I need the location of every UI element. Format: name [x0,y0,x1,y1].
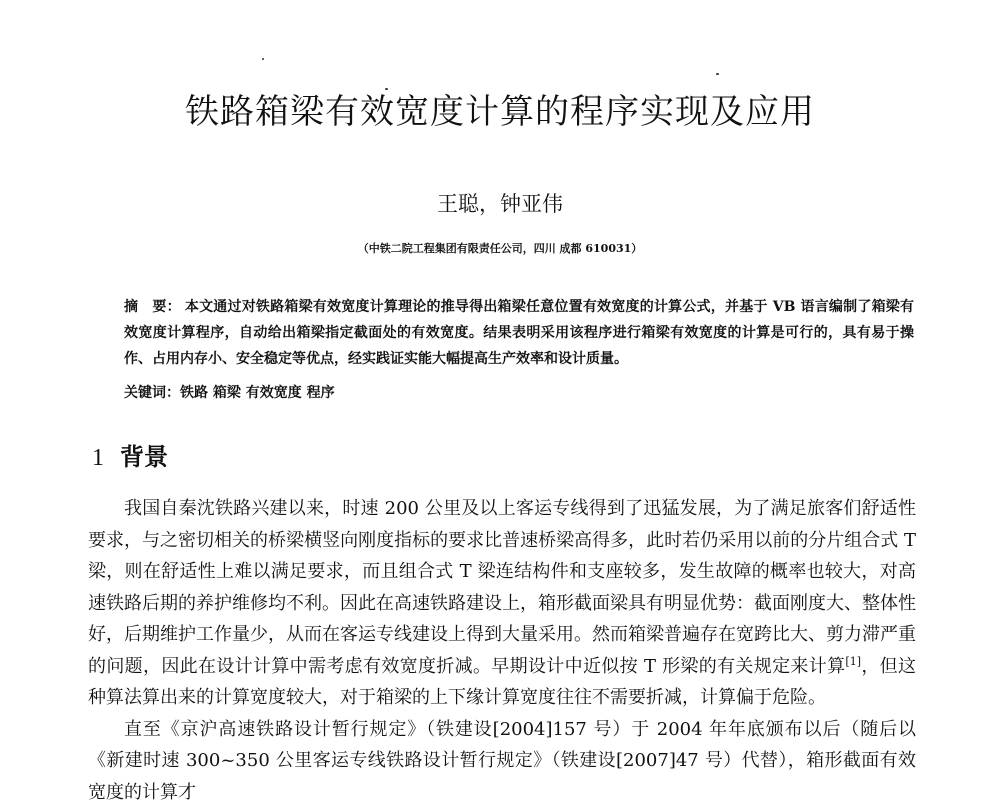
paper-authors: 王聪，钟亚伟 [0,188,1000,218]
keywords-label: 关键词： [124,385,180,401]
paragraph-text: ，但这种算法算出来的计算宽度较大，对于箱梁的上下缘计算宽度往往不需要折减，计算偏于危险。 [88,656,916,709]
section-heading [92,437,168,472]
scan-speck [716,73,719,75]
paragraph-text: 直至《京沪高速铁路设计暂行规定》（铁建设[2004]157 号）于 2004 年年底颁布以后（随后以《新建时速 300~350 公里客运专线铁路设计暂行规定》（铁建设[2007]47 号）代替），箱形截面有效宽度的计算才 [88,719,916,803]
paper-title: 铁路箱梁有效宽度计算的程序实现及应用 [0,84,1000,133]
abstract-label: 摘 要： [124,299,181,315]
section-title: 背景 [120,443,168,471]
paragraph [88,493,916,714]
scan-speck [262,58,264,60]
paragraph [88,714,916,808]
paper-affiliation: （中铁二院工程集团有限责任公司，四川 成都 610031） [0,240,1000,256]
abstract-text: 本文通过对铁路箱梁有效宽度计算理论的推导得出箱梁任意位置有效宽度的计算公式，并基于 VB 语言编制了箱梁有效宽度计算程序，自动给出箱梁指定截面处的有效宽度。结果表明采用该程序进行箱梁有效宽度的计算是可行的，具有易于操作、占用内存小、安全稳定等优点，经实践证实能大幅提高生产效率和设计质量。 [124,299,914,367]
citation-ref[interactable]: [1] [845,655,861,668]
body-text [88,493,916,808]
section-number: 1 [92,445,104,471]
paragraph-text: 我国自秦沈铁路兴建以来，时速 200 公里及以上客运专线得到了迅猛发展，为了满足旅客们舒适性要求，与之密切相关的桥梁横竖向刚度指标的要求比普速桥梁高得多，此时若仍采用以前的分片组合式 T 梁，则在舒适性上难以满足要求，而且组合式 T 梁连结构件和支座较多，发生故障的概率也较大，对高速铁路后期的养护维修均不利。因此在高速铁路建设上，箱形截面梁具有明显优势：截面刚度大、整体性好，后期维护工作量少，从而在客运专线建设上得到大量采用。然而箱梁普遍存在宽跨比大、剪力滞严重的问题，因此在设计计算中需考虑有效宽度折减。早期设计中近似按 T 形梁的有关规定来计算 [88,498,916,677]
keywords-text: 铁路 箱梁 有效宽度 程序 [180,385,335,401]
keywords-block [124,380,914,406]
abstract-block [124,294,914,372]
